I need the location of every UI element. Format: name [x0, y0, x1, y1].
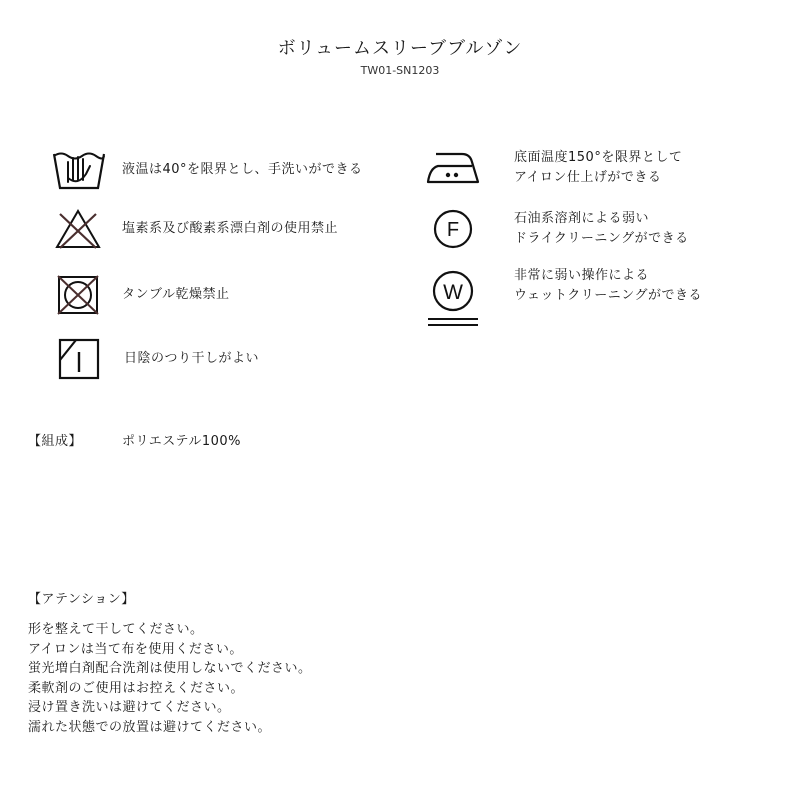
care-text: 底面温度150°を限界として: [514, 150, 683, 165]
care-text: 塩素系及び酸素系漂白剤の使用禁止: [122, 221, 339, 236]
attention-item: 浸け置き洗いは避けてください。: [28, 700, 231, 715]
care-text: 日陰のつり干しがよい: [124, 351, 260, 366]
care-item-wet-clean: [426, 268, 702, 328]
composition: [28, 430, 241, 449]
care-item-line-dry-shade: [58, 338, 259, 380]
line-dry-shade-icon: [58, 338, 100, 380]
no-bleach-icon: [54, 208, 102, 250]
composition-value: ポリエステル100%: [122, 434, 241, 449]
care-item-dry-clean: [432, 208, 689, 250]
dry-clean-f-icon: [432, 208, 474, 250]
hand-wash-40-icon: [52, 148, 106, 192]
wet-clean-w-icon: [426, 268, 480, 328]
product-code: TW01-SN1203: [360, 64, 440, 77]
care-text: ウェットクリーニングができる: [514, 288, 702, 303]
care-item-iron: [426, 148, 682, 188]
wet-clean-letter: W: [443, 281, 463, 304]
care-text: 石油系溶剤による弱い: [514, 211, 650, 226]
dry-clean-letter: F: [446, 219, 460, 241]
attention-item: 蛍光増白剤配合洗剤は使用しないでください。: [28, 661, 312, 676]
product-title: ボリュームスリーブブルゾン: [277, 38, 523, 59]
attention-heading: 【アテンション】: [28, 592, 135, 607]
care-item-hand-wash: [52, 148, 363, 192]
care-text: アイロン仕上げができる: [514, 170, 662, 185]
iron-low-temp-icon: [426, 148, 480, 188]
care-text: タンブル乾燥禁止: [122, 287, 230, 302]
attention-item: アイロンは当て布を使用ください。: [28, 641, 243, 657]
care-item-no-tumble-dry: [56, 274, 229, 316]
care-text: 非常に弱い操作による: [514, 268, 650, 283]
care-text: ドライクリーニングができる: [514, 231, 689, 246]
attention-list: [28, 620, 312, 737]
care-text: 液温は40°を限界とし、手洗いができる: [122, 162, 363, 177]
composition-label: 【組成】: [28, 434, 83, 449]
attention-item: 濡れた状態での放置は避けてください。: [28, 719, 272, 735]
attention-item: 形を整えて干してください。: [28, 622, 204, 637]
care-item-no-bleach: [54, 208, 338, 250]
no-tumble-dry-icon: [56, 274, 100, 316]
attention-item: 柔軟剤のご使用はお控えください。: [28, 680, 245, 696]
